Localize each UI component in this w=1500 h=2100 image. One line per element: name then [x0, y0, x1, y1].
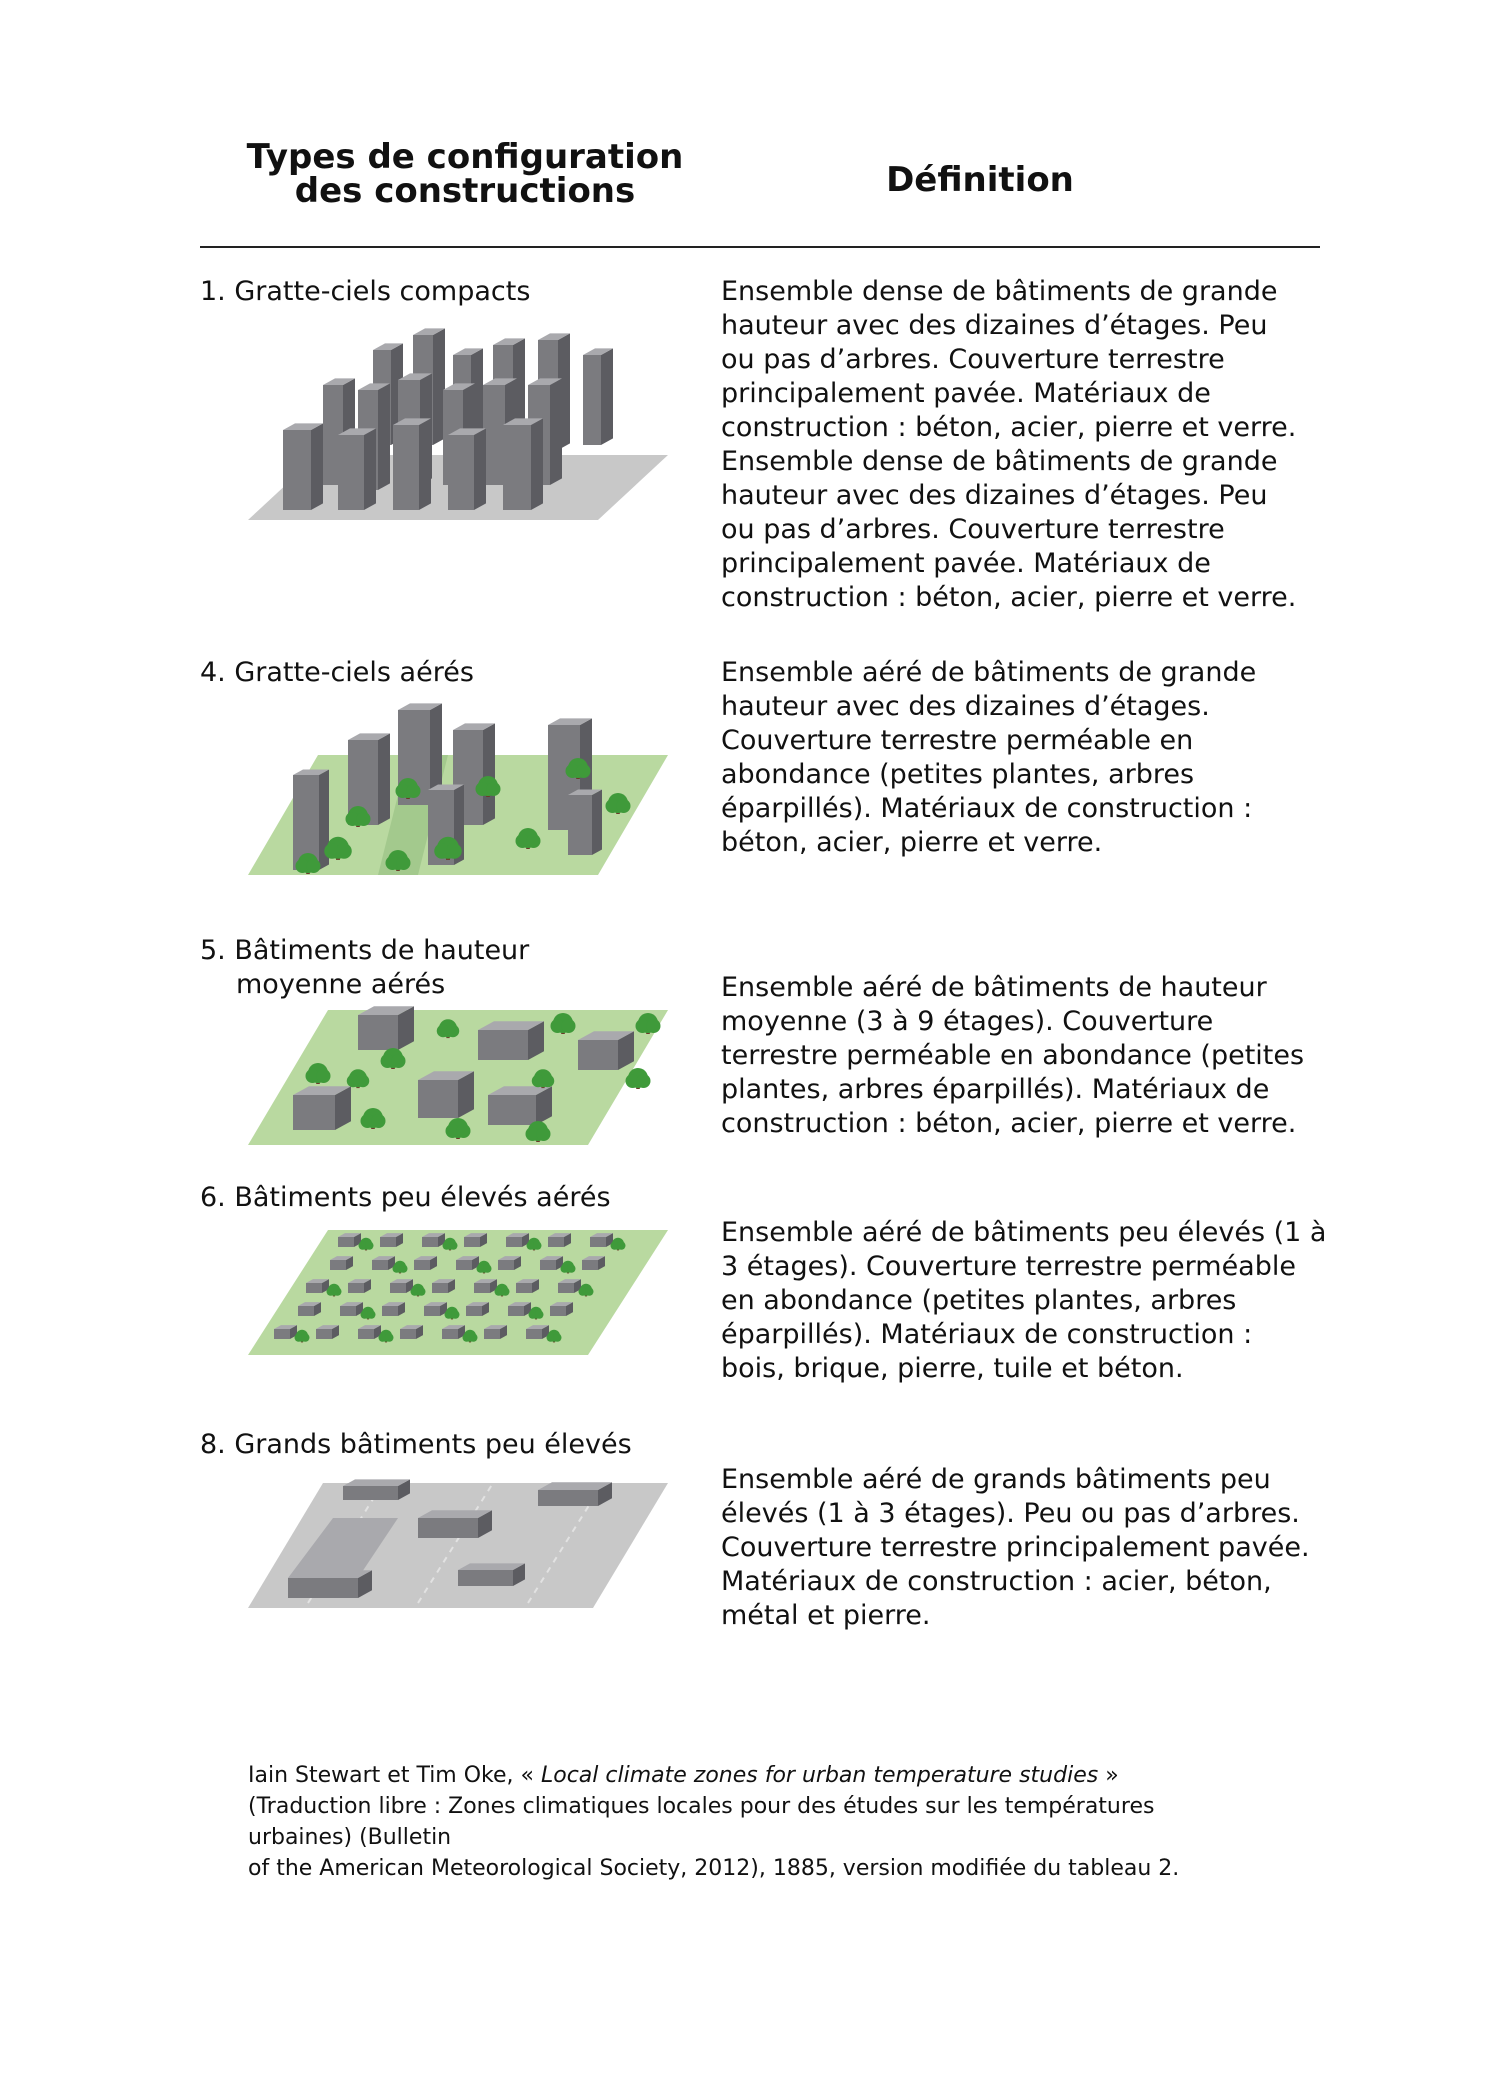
row-definition-open-mid-rise — [721, 971, 1331, 1141]
building — [390, 1279, 413, 1293]
source-citation — [248, 1760, 1328, 1884]
building — [583, 348, 613, 445]
citation-authors: Iain Stewart et Tim Oke, « — [248, 1763, 541, 1788]
definition-line: moyenne (3 à 9 étages). Couverture — [721, 1006, 1214, 1037]
definition-line: hauteur avec des dizaines d’étages. Peu — [721, 310, 1268, 341]
building — [274, 1325, 297, 1339]
definition-line: terrestre perméable en abondance (petites — [721, 1040, 1305, 1071]
definition-line: Couverture terrestre perméable en — [721, 725, 1194, 756]
definition-line: Ensemble dense de bâtiments de grande — [721, 276, 1278, 307]
building — [414, 1256, 437, 1270]
definition-line: principalement pavée. Matériaux de — [721, 378, 1211, 409]
building — [548, 1233, 571, 1247]
building — [422, 1233, 445, 1247]
definition-line: ou pas d’arbres. Couverture terrestre — [721, 344, 1225, 375]
building — [590, 1233, 613, 1247]
building — [456, 1256, 479, 1270]
building — [503, 418, 543, 510]
definition-line: Ensemble aéré de bâtiments peu élevés (1 à — [721, 1217, 1327, 1248]
definition-line: principalement pavée. Matériaux de — [721, 548, 1211, 579]
column-header-definition: Définition — [886, 160, 1074, 200]
building — [442, 1325, 465, 1339]
row-label-line: 5. Bâtiments de hauteur — [200, 935, 530, 966]
building — [372, 1256, 395, 1270]
large-low-rise-illustration — [248, 1478, 668, 1613]
row-label-line: 4. Gratte-ciels aérés — [200, 657, 474, 688]
building — [400, 1325, 423, 1339]
definition-line: Ensemble dense de bâtiments de grande — [721, 446, 1278, 477]
building — [330, 1256, 353, 1270]
row-definition-large-low-rise — [721, 1463, 1331, 1633]
building — [306, 1279, 329, 1293]
building — [338, 428, 376, 510]
citation-line — [248, 1760, 1328, 1791]
definition-line: construction : béton, acier, pierre et verre. — [721, 412, 1297, 443]
building — [506, 1233, 529, 1247]
definition-line: construction : béton, acier, pierre et verre. — [721, 1108, 1297, 1139]
definition-line: hauteur avec des dizaines d’étages. Peu — [721, 480, 1268, 511]
row-label-compact-high-rise — [200, 275, 530, 309]
building — [343, 1479, 410, 1500]
definition-line: éparpillés). Matériaux de construction : — [721, 793, 1253, 824]
building — [578, 1031, 634, 1070]
building — [358, 1325, 381, 1339]
citation-line: urbaines) (Bulletin — [248, 1825, 452, 1850]
building — [298, 1302, 321, 1316]
building — [474, 1279, 497, 1293]
building — [508, 1302, 531, 1316]
building — [380, 1233, 403, 1247]
compact-high-rise-illustration — [248, 325, 668, 525]
building — [424, 1302, 447, 1316]
building — [283, 423, 323, 510]
definition-line: Ensemble aéré de bâtiments de grande — [721, 657, 1257, 688]
building — [464, 1233, 487, 1247]
row-label-open-mid-rise — [200, 934, 529, 1002]
building — [348, 1279, 371, 1293]
open-high-rise-illustration — [248, 700, 668, 880]
row-definition-compact-high-rise — [721, 275, 1331, 615]
citation-line: (Traduction libre : Zones climatiques locales pour des études sur les températures — [248, 1794, 1155, 1819]
building — [516, 1279, 539, 1293]
building — [432, 1279, 455, 1293]
building — [340, 1302, 363, 1316]
definition-line: élevés (1 à 3 étages). Peu ou pas d’arbres. — [721, 1498, 1300, 1529]
definition-line: abondance (petites plantes, arbres — [721, 759, 1195, 790]
definition-line: éparpillés). Matériaux de construction : — [721, 1319, 1253, 1350]
building — [550, 1302, 573, 1316]
building — [358, 1006, 414, 1050]
definition-line: Ensemble aéré de grands bâtiments peu — [721, 1464, 1271, 1495]
citation-quote-close: » — [1098, 1763, 1119, 1788]
building — [338, 1233, 361, 1247]
row-label-large-low-rise — [200, 1428, 632, 1462]
row-label-line: 1. Gratte-ciels compacts — [200, 276, 531, 307]
citation-line: of the American Meteorological Society, 2012), 1885, version modifiée du tableau 2. — [248, 1856, 1180, 1881]
building — [568, 790, 602, 856]
building — [526, 1325, 549, 1339]
definition-line: plantes, arbres éparpillés). Matériaux de — [721, 1074, 1270, 1105]
column-header-types-line1: Types de configuration — [246, 137, 684, 177]
building — [488, 1086, 552, 1125]
building — [498, 1256, 521, 1270]
building — [540, 1256, 563, 1270]
building — [558, 1279, 581, 1293]
citation-title: Local climate zones for urban temperature studies — [540, 1763, 1099, 1788]
definition-line: Ensemble aéré de bâtiments de hauteur — [721, 972, 1267, 1003]
definition-line: Matériaux de construction : acier, béton, — [721, 1566, 1272, 1597]
header-divider — [200, 246, 1320, 248]
definition-line: béton, acier, pierre et verre. — [721, 827, 1103, 858]
building — [458, 1563, 525, 1586]
open-low-rise-illustration — [248, 1225, 668, 1360]
definition-line: Couverture terrestre principalement pavée. — [721, 1532, 1310, 1563]
definition-line: 3 étages). Couverture terrestre perméable — [721, 1251, 1296, 1282]
building — [418, 1510, 492, 1538]
definition-line: bois, brique, pierre, tuile et béton. — [721, 1353, 1184, 1384]
row-label-open-low-rise — [200, 1181, 611, 1215]
definition-line: hauteur avec des dizaines d’étages. — [721, 691, 1210, 722]
definition-line: en abondance (petites plantes, arbres — [721, 1285, 1237, 1316]
open-mid-rise-illustration — [248, 1000, 668, 1150]
definition-line: ou pas d’arbres. Couverture terrestre — [721, 514, 1225, 545]
building — [466, 1302, 489, 1316]
building — [393, 418, 431, 510]
building — [382, 1302, 405, 1316]
row-label-open-high-rise — [200, 656, 474, 690]
building — [448, 428, 486, 510]
column-header-types-line2: des constructions — [294, 171, 636, 211]
row-label-line: 8. Grands bâtiments peu élevés — [200, 1429, 632, 1460]
row-label-line: moyenne aérés — [236, 969, 446, 1000]
building — [293, 1086, 351, 1130]
definition-line: métal et pierre. — [721, 1600, 931, 1631]
column-header-types — [220, 137, 710, 211]
row-definition-open-low-rise — [721, 1216, 1331, 1386]
building — [316, 1325, 339, 1339]
row-definition-open-high-rise — [721, 656, 1331, 860]
building — [484, 1325, 507, 1339]
definition-line: construction : béton, acier, pierre et verre. — [721, 582, 1297, 613]
row-label-line: 6. Bâtiments peu élevés aérés — [200, 1182, 611, 1213]
building — [538, 1482, 612, 1506]
building — [418, 1071, 474, 1118]
building — [582, 1256, 605, 1270]
building — [478, 1021, 544, 1060]
